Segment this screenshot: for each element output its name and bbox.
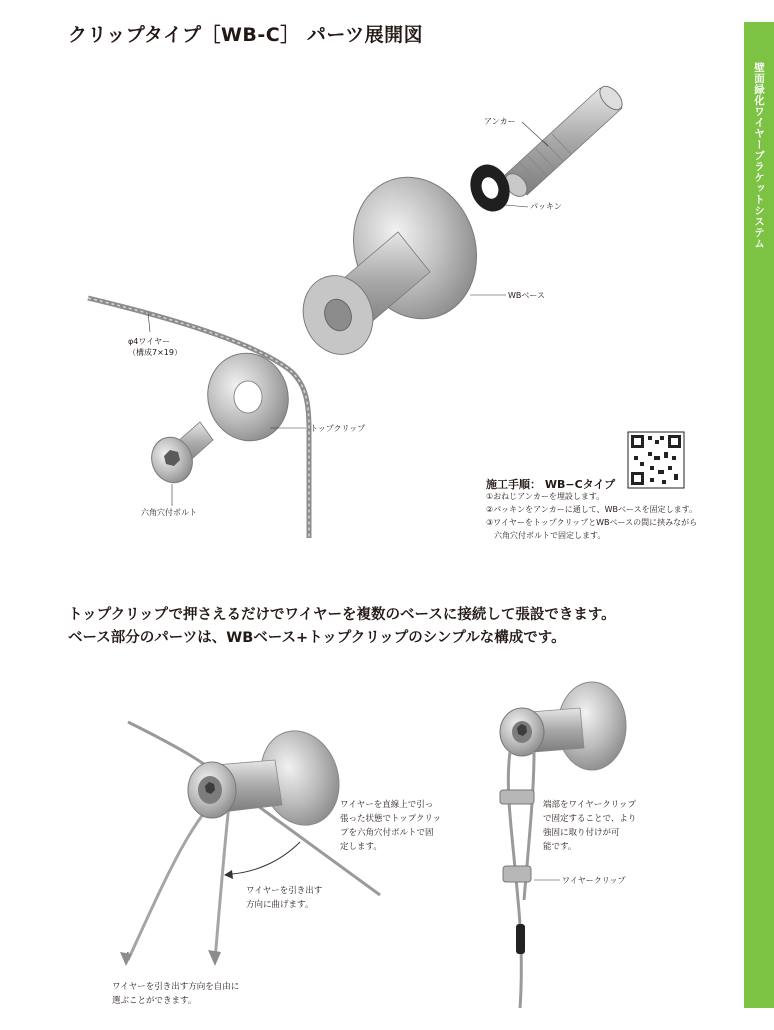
note-line: ワイヤーを引き出す xyxy=(246,886,323,896)
note-line: 張った状態でトップクリッ xyxy=(340,814,441,824)
note-line: ワイヤーを直線上で引っ xyxy=(340,800,434,810)
label-wb-base: WBベース xyxy=(508,291,545,300)
headline-line1: トップクリップで押さえるだけでワイヤーを複数のベースに接続して張設できます。 xyxy=(68,607,616,623)
step-item: ①おねじアンカーを埋設します。 xyxy=(486,492,605,501)
note-line: で固定することで、より xyxy=(543,814,637,824)
note-bend xyxy=(246,884,322,912)
note-line: 端部をワイヤークリップ xyxy=(543,800,636,810)
headline-line2: ベース部分のパーツは、WBベース+トップクリップのシンプルな構成です。 xyxy=(68,630,566,646)
side-tab-label: 壁面緑化ワイヤーブラケットシステム xyxy=(753,62,765,249)
steps-list xyxy=(486,490,697,542)
note-line: 定します。 xyxy=(340,842,382,852)
label-hex-bolt: 六角穴付ボルト xyxy=(141,508,197,517)
qr-code xyxy=(628,432,684,488)
page-title: クリップタイプ［WB-C］ パーツ展開図 xyxy=(68,24,424,46)
note-line: ワイヤーを引き出す方向を自由に xyxy=(112,982,240,992)
note-line: 能です。 xyxy=(543,842,577,852)
label-top-clip: トップクリップ xyxy=(310,424,366,433)
step-item: ②パッキンをアンカーに通して、WBベースを固定します。 xyxy=(486,505,697,514)
note-straight xyxy=(340,798,441,854)
note-line: 強固に取り付けが可 xyxy=(543,828,620,838)
hex-bolt-illustration xyxy=(145,422,213,488)
label-wire-line2: （構成7×19） xyxy=(128,348,182,357)
wb-base-illustration xyxy=(292,160,496,364)
steps-heading: 施工手順： WB−Cタイプ xyxy=(486,478,616,491)
label-wire-clip: ワイヤークリップ xyxy=(562,876,626,885)
anchor-illustration xyxy=(501,82,627,200)
top-clip-illustration xyxy=(198,344,298,450)
step-item: 六角穴付ボルトで固定します。 xyxy=(486,531,606,540)
packing-illustration xyxy=(464,159,516,217)
step-item: ③ワイヤーをトップクリップとWBベースの間に挟みながら xyxy=(486,518,698,527)
note-line: 方向に曲げます。 xyxy=(246,900,314,910)
note-line: プを六角穴付ボルトで固 xyxy=(340,828,434,838)
feature-headline xyxy=(68,604,616,650)
label-anchor: アンカー xyxy=(484,117,516,126)
note-line: 選ぶことができます。 xyxy=(112,996,197,1006)
note-free-direction xyxy=(112,980,239,1008)
label-wire xyxy=(128,336,182,358)
note-end-fixing xyxy=(543,798,636,854)
label-packing: パッキン xyxy=(530,202,562,211)
label-wire-line1: φ4ワイヤー xyxy=(128,337,171,346)
